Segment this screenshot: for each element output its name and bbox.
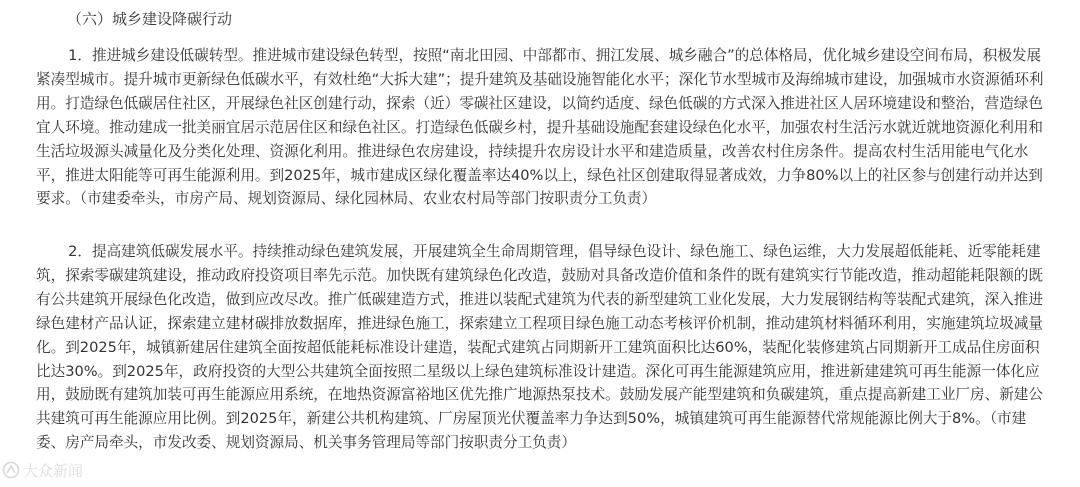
watermark-logo-icon [2, 461, 20, 479]
paragraph-low-carbon-transition: 1．推进城乡建设低碳转型。推进城市建设绿色转型，按照“南北田园、中部都市、拥江发展、城乡融合”的总体格局，优化城乡建设空间布局，积极发展紧凑型城市。提升城市更新绿色低碳水平，有效杜绝“大拆大建”；提升建筑及基础设施智能化水平；深化节水型城市及海绵城市建设，加强城市水资源循环利用。打造绿色低碳居住社区，开展绿色社区创建行动，探索（近）零碳社区建设，以简约适度、绿色低碳的方式深入推进社区人居环境建设和整治，营造绿色宜人环境。推动建成一批美丽宜居示范居住区和绿色社区。打造绿色低碳乡村，提升基础设施配套建设绿色化水平，加强农村生活污水就近就地资源化利用和生活垃圾源头减量化及分类化处理、资源化利用。推进绿色农房建设，持续提升农房设计水平和建造质量，改善农村住房条件。提高农村生活用能电气化水平，推进太阳能等可再生能源利用。到2025年，城市建成区绿化覆盖率达40%以上，绿色社区创建取得显著成效，力争80%以上的社区参与创建行动并达到要求。（市建委牵头，市房产局、规划资源局、绿化园林局、农业农村局等部门按职责分工负责） [36, 47, 1044, 208]
paragraph-building-low-carbon: 2．提高建筑低碳发展水平。持续推动绿色建筑发展，开展建筑全生命周期管理，倡导绿色设计、绿色施工、绿色运维，大力发展超低能耗、近零能耗建筑，探索零碳建筑建设，推动政府投资项目率先示范。加快既有建筑绿色化改造，鼓励对具备改造价值和条件的既有建筑实行节能改造，推动超能耗限额的既有公共建筑开展绿色化改造，做到应改尽改。推广低碳建造方式，推进以装配式建筑为代表的新型建筑工业化发展，大力发展钢结构等装配式建筑，深入推进绿色建材产品认证，探索建立建材碳排放数据库，推进绿色施工，探索建立工程项目绿色施工动态考核评价机制，推动建筑材料循环利用，实施建筑垃圾减量化。到2025年，城镇新建居住建筑全面按超低能耗标准设计建造，装配式建筑占同期新开工建筑面积比达60%，装配化装修建筑占同期新开工成品住房面积比达30%。到2025年，政府投资的大型公共建筑全面按照二星级以上绿色建筑标准设计建造。深化可再生能源建筑应用，推进新建建筑可再生能源一体化应用，鼓励既有建筑加装可再生能源应用系统，在地热资源富裕地区优先推广地源热泵技术。鼓励发展产能型建筑和负碳建筑，重点提高新建工业厂房、新建公共建筑可再生能源应用比例。到2025年，新建公共机构建筑、厂房屋顶光伏覆盖率力争达到50%，城镇建筑可再生能源替代常规能源比例大于8%。（市建委、房产局牵头，市发改委、规划资源局、机关事务管理局等部门按职责分工负责） [36, 243, 1043, 452]
watermark [2, 457, 83, 483]
watermark-text: 大众新闻 [23, 461, 84, 480]
section-heading: （六）城乡建设降碳行动 [67, 10, 233, 28]
